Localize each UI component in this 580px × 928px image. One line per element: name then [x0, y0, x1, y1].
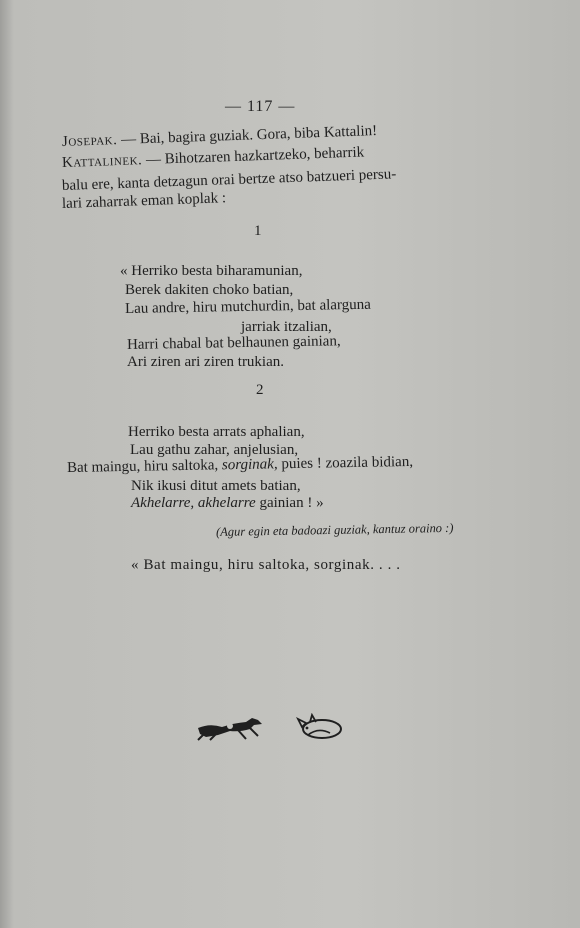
verse-line: Lau andre, hiru mutchurdin, bat alarguna — [124, 296, 371, 317]
verse-line: « Herriko besta biharamunian, — [120, 263, 303, 279]
speaker-name: Josepak. — [61, 132, 118, 150]
verse-line: Herriko besta arrats aphalian, — [128, 424, 305, 440]
verse-line — [67, 453, 413, 477]
verse-line: Berek dakiten choko batian, — [125, 282, 294, 298]
verse-line: Lau gathu zahar, anjelusian, — [130, 442, 299, 458]
running-dog-icon — [196, 712, 266, 742]
verse-fragment: Bat maingu, hiru saltoka, — [66, 457, 219, 476]
verse-line: Ari ziren ari ziren trukian. — [127, 354, 285, 370]
dialogue-text: — Bihotzaren hazkartzeko, beharrik — [145, 144, 365, 169]
dialogue-text: — Bai, bagira guziak. Gora, biba Kattalin! — [120, 123, 378, 148]
verse-fragment: gainian ! » — [259, 495, 324, 511]
closing-line: « Bat maingu, hiru saltoka, sorginak. . . . — [131, 557, 401, 573]
verse-line — [131, 494, 324, 512]
verse-line: Harri chabal bat belhaunen gainian, — [126, 333, 341, 353]
prose-line: balu ere, kanta detzagun orai bertze atso batzueri persu- — [61, 166, 397, 194]
verse-fragment-italic: Akhelarre, akhelarre — [131, 495, 256, 511]
verse-fragment-italic: sorginak, — [221, 456, 278, 474]
stage-direction: (Agur egin eta badoazi guziak, kantuz oraino :) — [215, 520, 454, 539]
verse-fragment: puies ! zoazila bidian, — [281, 453, 414, 473]
stanza-number: 1 — [254, 223, 262, 239]
prose-line: lari zaharrak eman koplak : — [61, 190, 227, 212]
verse-line: Nik ikusi ditut amets batian, — [131, 478, 301, 494]
stanza-number: 2 — [256, 382, 264, 398]
page-number: — 117 — — [225, 98, 296, 115]
verse-line: jarriak itzalian, — [241, 319, 332, 335]
sleeping-cat-icon — [296, 713, 346, 741]
speaker-name: Kattalinek. — [61, 152, 143, 171]
